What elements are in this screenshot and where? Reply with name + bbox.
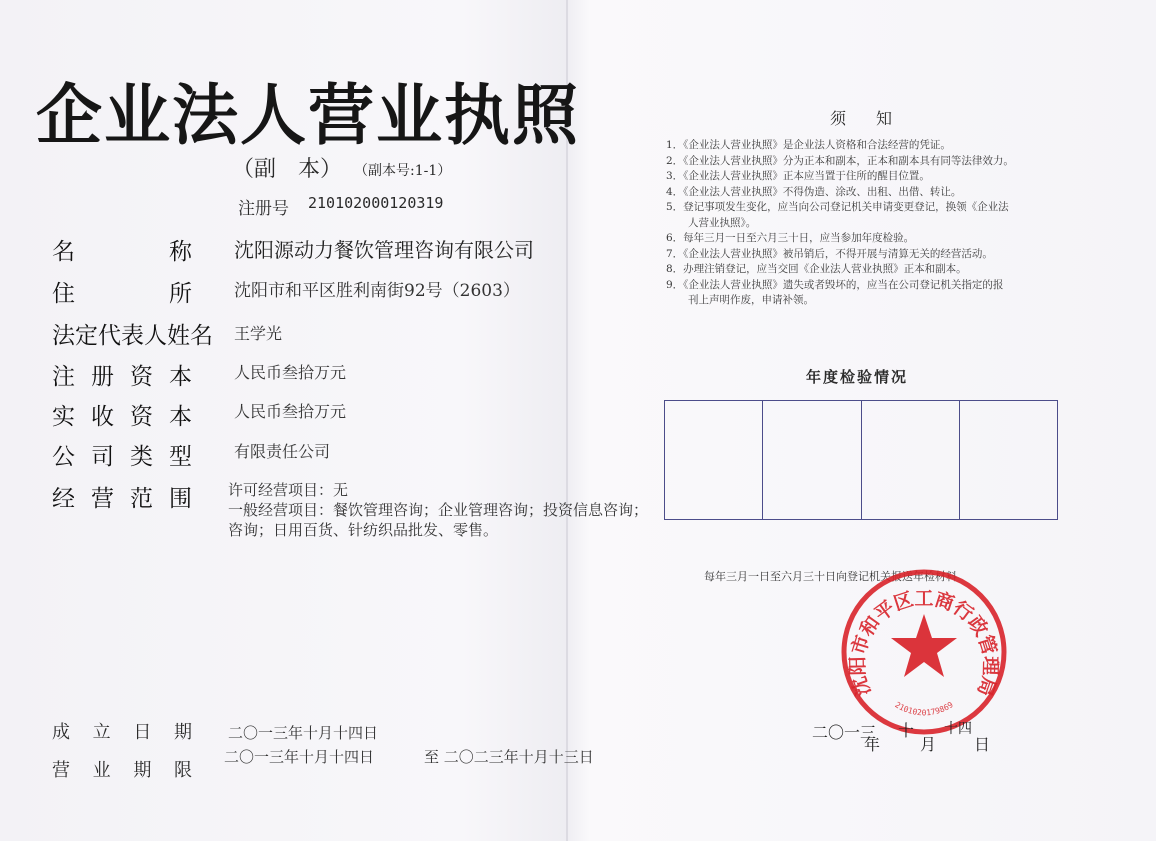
issue-month: 十: [898, 721, 915, 740]
issue-day: 十四: [944, 721, 972, 737]
field-label-company-type: [52, 438, 192, 471]
label-char: 日: [133, 722, 152, 743]
inspection-cell: [862, 401, 960, 519]
document-title: 企业法人营业执照: [36, 77, 580, 154]
business-term-from: 二〇一三年十月十四日: [224, 748, 375, 766]
business-term-to: 至 二〇二三年十月十三日: [424, 748, 594, 766]
official-seal-icon: [838, 566, 1010, 738]
label-char: 代: [98, 323, 121, 349]
registration-label: 注册号: [238, 199, 289, 219]
issue-date-prefix: 二〇一三: [812, 723, 877, 742]
svg-text:2101020179869: [893, 700, 955, 717]
notice-item: 1．《企业法人营业执照》是企业法人资格和合法经营的凭证。: [666, 139, 951, 151]
label-char: 资: [130, 404, 153, 430]
label-char: 期: [133, 760, 152, 781]
notice-item: 人营业执照》。: [688, 216, 757, 229]
label-char: 表: [121, 323, 144, 349]
notice-item: 9．《企业法人营业执照》遗失或者毁坏的，应当在公司登记机关指定的报: [666, 278, 1004, 291]
field-label-legal-rep: [52, 317, 213, 350]
scope-line: 咨询；日用百货、针纺织品批发、零售。: [228, 521, 499, 539]
established-date: 二〇一三年十月十四日: [228, 724, 379, 742]
label-char: 注: [52, 364, 75, 390]
label-char: 册: [91, 364, 114, 390]
scope-line: 许可经营项目：无: [228, 481, 349, 499]
field-label-registered-capital: [52, 358, 192, 391]
notice-item: 8．办理注销登记，应当交回《企业法人营业执照》正本和副本。: [666, 263, 967, 275]
label-char: 经: [52, 486, 75, 512]
registered-capital: 人民币叁拾万元: [234, 363, 347, 382]
label-char: 资: [130, 364, 153, 390]
seal-text: 沈阳市和平区工商行政管理局: [846, 587, 1002, 699]
label-char: 人: [144, 323, 167, 349]
issue-day-unit: 日: [974, 735, 991, 754]
label-char: 本: [169, 364, 192, 390]
inspection-cell: [960, 401, 1057, 519]
label-char: 司: [91, 444, 114, 470]
field-label-paid-capital: [52, 398, 192, 431]
label-char: 所: [169, 281, 192, 307]
annual-inspection-note: 每年三月一日至六月三十日向登记机关报送年检材料: [704, 570, 957, 583]
notice-item: 6．每年三月一日至六月三十日，应当参加年度检验。: [666, 232, 915, 244]
label-char: 营: [52, 760, 70, 781]
issue-month-unit: 月: [920, 735, 937, 754]
company-address: 沈阳市和平区胜利南街92号（2603）: [234, 281, 520, 301]
label-char: 本: [169, 404, 192, 430]
label-char: 实: [52, 404, 75, 430]
label-char: 范: [130, 486, 153, 512]
annual-inspection-title: 年度检验情况: [806, 368, 909, 386]
label-char: 公: [52, 444, 75, 470]
label-char: 立: [92, 722, 111, 743]
label-char: 限: [173, 760, 192, 781]
field-label-address: [52, 275, 192, 308]
label-char: 收: [91, 404, 114, 430]
label-char: 称: [169, 239, 192, 265]
scope-line: 一般经营项目：餐饮管理咨询；企业管理咨询；投资信息咨询；: [228, 501, 649, 519]
business-term-label: [52, 756, 192, 782]
legal-representative: 王学光: [234, 324, 283, 343]
annual-inspection-table: [664, 400, 1058, 520]
label-char: 营: [91, 486, 114, 512]
company-name: 沈阳源动力餐饮管理咨询有限公司: [234, 238, 534, 262]
label-char: 名: [52, 239, 75, 265]
notice-item: 3．《企业法人营业执照》正本应当置于住所的醒目位置。: [666, 170, 930, 182]
document-subtitle: （副 本）: [232, 157, 343, 182]
label-char: 期: [173, 722, 192, 743]
notice-item: 5．登记事项发生变化，应当向公司登记机关申请变更登记，换领《企业法: [666, 201, 1009, 213]
field-label-business-scope: [52, 480, 192, 513]
inspection-cell: [665, 401, 763, 519]
notice-list: [666, 138, 1066, 309]
established-date-label: [52, 718, 192, 744]
business-scope: [228, 480, 648, 540]
label-char: 业: [92, 760, 111, 781]
copy-number: （副本号:1-1）: [354, 163, 452, 179]
label-char: 定: [75, 323, 98, 349]
notice-item: 4．《企业法人营业执照》不得伪造、涂改、出租、出借、转让。: [666, 185, 962, 198]
registration-number: 210102000120319: [308, 194, 444, 212]
notice-item: 2．《企业法人营业执照》分为正本和副本，正本和副本具有同等法律效力。: [666, 154, 1014, 167]
paid-in-capital: 人民币叁拾万元: [234, 402, 347, 421]
notice-title: 须知: [830, 109, 923, 128]
inspection-cell: [763, 401, 861, 519]
issue-year-unit: 年: [864, 735, 881, 754]
label-char: 类: [130, 444, 153, 470]
label-char: 住: [52, 281, 75, 307]
label-char: 名: [190, 323, 213, 349]
label-char: 成: [52, 722, 70, 743]
label-char: 型: [169, 444, 192, 470]
label-char: 姓: [167, 323, 190, 349]
company-type: 有限责任公司: [234, 442, 331, 461]
notice-item: 刊上声明作废，申请补领。: [688, 294, 814, 306]
seal-number: 2101020179869: [893, 700, 955, 718]
label-char: 法: [52, 323, 75, 349]
field-label-name: [52, 233, 192, 266]
label-char: 围: [169, 486, 192, 512]
notice-item: 7．《企业法人营业执照》被吊销后，不得开展与清算无关的经营活动。: [666, 247, 993, 260]
